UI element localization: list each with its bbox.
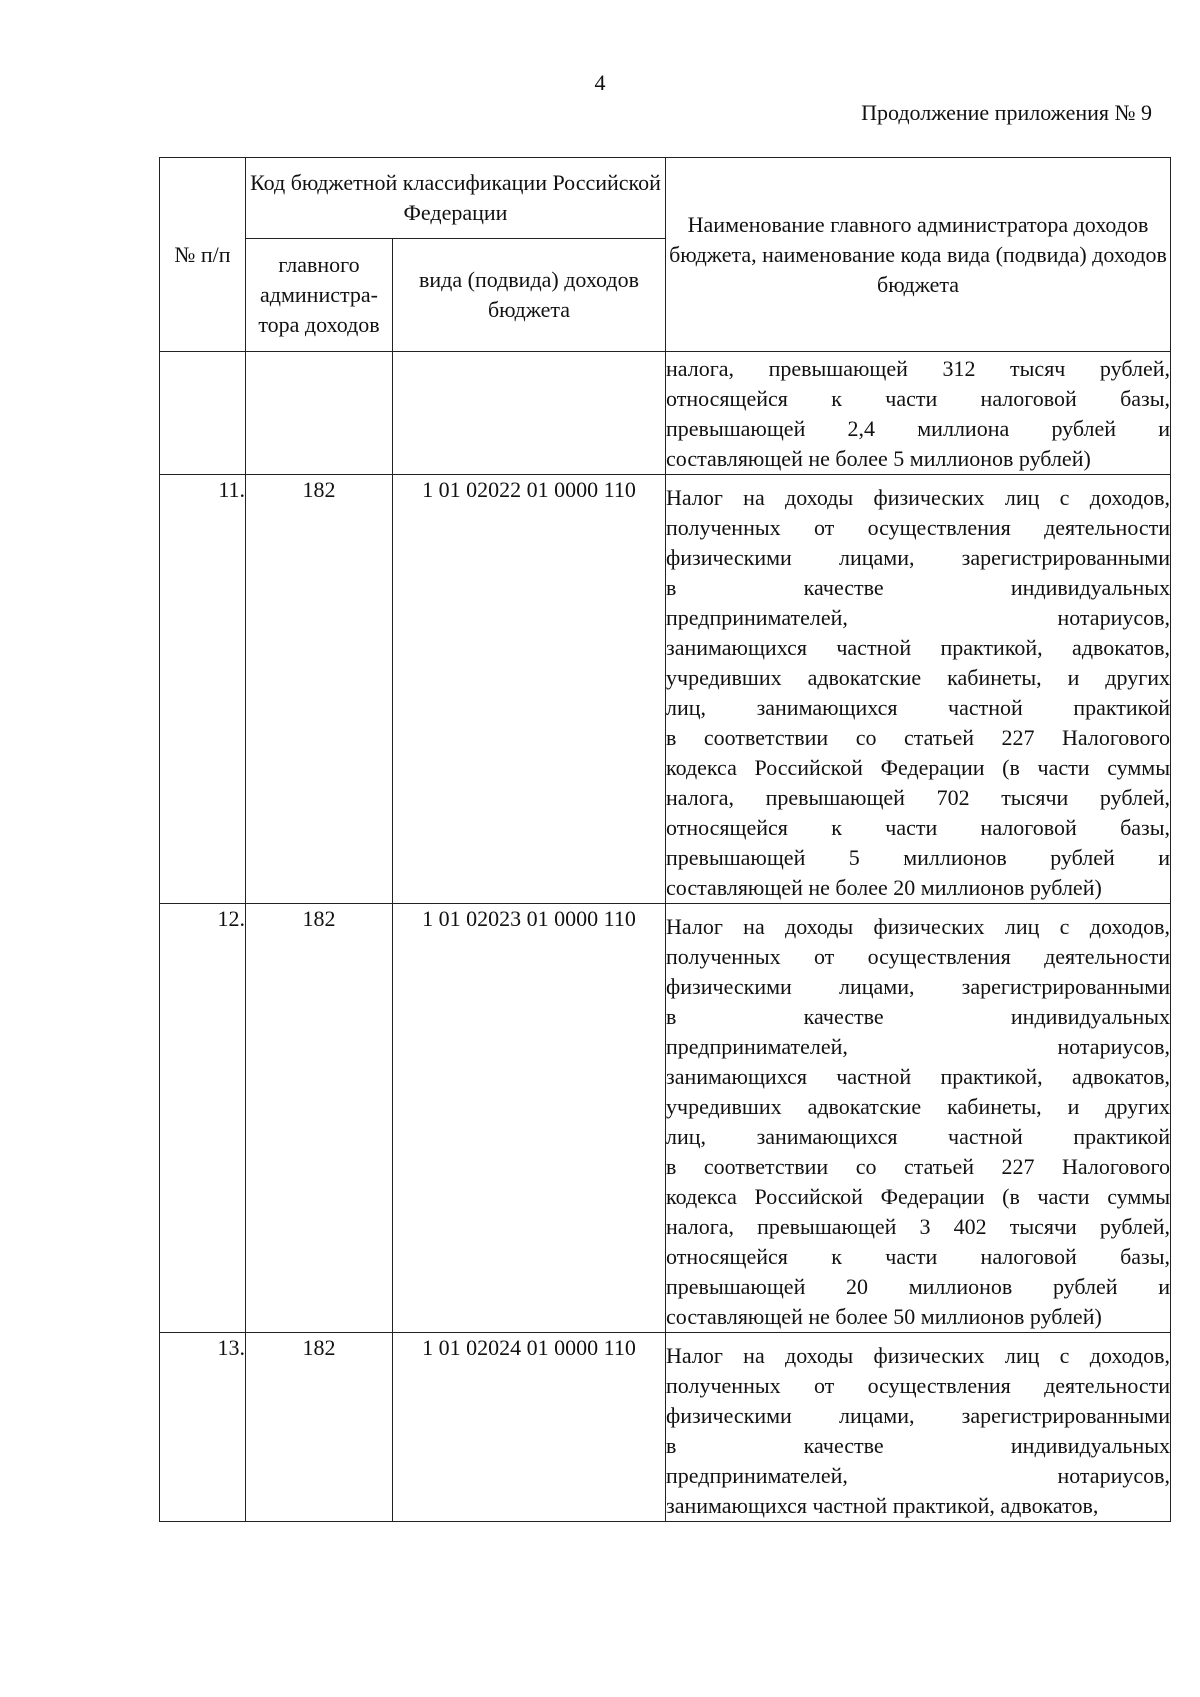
row-name-line: составляющей не более 20 миллионов рублей) (666, 875, 1102, 900)
table-row (160, 352, 1171, 475)
row-name-line: лиц, занимающихся частной практикой (666, 695, 1171, 720)
row-name-line: относящейся к части налоговой базы, (666, 386, 1171, 411)
row-name-line: превышающей 5 миллионов рублей и (666, 845, 1171, 870)
row-name-line: предпринимателей, нотариусов, (666, 1034, 1171, 1059)
row-name (666, 904, 1171, 1333)
row-name-line: в качестве индивидуальных (666, 575, 1171, 600)
row-number: 13. (160, 1333, 246, 1522)
row-name-line: учредивших адвокатские кабинеты, и других (666, 1094, 1171, 1119)
row-name-line: Налог на доходы физических лиц с доходов, (666, 914, 1171, 939)
row-name-line: Налог на доходы физических лиц с доходов, (666, 485, 1171, 510)
row-name-line: занимающихся частной практикой, адвокатов, (666, 1493, 1099, 1518)
header-admin: главного администра-тора доходов (246, 239, 393, 352)
row-name (666, 1333, 1171, 1522)
row-name-line: в качестве индивидуальных (666, 1004, 1171, 1029)
row-name-line: учредивших адвокатские кабинеты, и других (666, 665, 1171, 690)
row-admin-code (246, 352, 393, 475)
row-name-line: в соответствии со статьей 227 Налогового (666, 1154, 1171, 1179)
header-name: Наименование главного администратора доходов бюджета, наименование кода вида (подвида) доходов бюджета (666, 158, 1171, 352)
row-name-line: относящейся к части налоговой базы, (666, 815, 1171, 840)
row-admin-code: 182 (246, 475, 393, 904)
row-name-line: предпринимателей, нотариусов, (666, 605, 1171, 630)
row-name-line: Налог на доходы физических лиц с доходов, (666, 1343, 1171, 1368)
continuation-note: Продолжение приложения № 9 (861, 100, 1152, 125)
row-admin-code: 182 (246, 904, 393, 1333)
row-name-line: налога, превышающей 3 402 тысячи рублей, (666, 1214, 1171, 1239)
row-name-line: относящейся к части налоговой базы, (666, 1244, 1171, 1269)
table-row (160, 904, 1171, 1333)
row-income-code: 1 01 02024 01 0000 110 (393, 1333, 666, 1522)
row-name-line: полученных от осуществления деятельности (666, 1373, 1171, 1398)
row-name-line: в качестве индивидуальных (666, 1433, 1171, 1458)
row-name-line: занимающихся частной практикой, адвокатов, (666, 635, 1171, 660)
row-number (160, 352, 246, 475)
table-row (160, 475, 1171, 904)
row-name-line: занимающихся частной практикой, адвокатов, (666, 1064, 1171, 1089)
row-name-line: полученных от осуществления деятельности (666, 944, 1171, 969)
row-name-line: превышающей 2,4 миллиона рублей и (666, 416, 1171, 441)
row-name-line: превышающей 20 миллионов рублей и (666, 1274, 1171, 1299)
row-name-line: составляющей не более 50 миллионов рублей) (666, 1304, 1102, 1329)
table-row (160, 1333, 1171, 1522)
row-income-code: 1 01 02022 01 0000 110 (393, 475, 666, 904)
row-name-line: составляющей не более 5 миллионов рублей) (666, 446, 1091, 471)
row-name-line: предпринимателей, нотариусов, (666, 1463, 1171, 1488)
row-admin-code: 182 (246, 1333, 393, 1522)
row-name-line: физическими лицами, зарегистрированными (666, 1403, 1171, 1428)
row-name-line: физическими лицами, зарегистрированными (666, 974, 1171, 999)
row-name-line: налога, превышающей 312 тысяч рублей, (666, 356, 1171, 381)
row-name-line: кодекса Российской Федерации (в части суммы (666, 755, 1171, 780)
row-name-line: физическими лицами, зарегистрированными (666, 545, 1171, 570)
row-name-line: лиц, занимающихся частной практикой (666, 1124, 1171, 1149)
table-body (160, 352, 1171, 1522)
row-name-line: полученных от осуществления деятельности (666, 515, 1171, 540)
header-type: вида (подвида) доходов бюджета (393, 239, 666, 352)
row-number: 11. (160, 475, 246, 904)
row-name-line: кодекса Российской Федерации (в части суммы (666, 1184, 1171, 1209)
row-number: 12. (160, 904, 246, 1333)
header-code-group: Код бюджетной классификации Российской Федерации (246, 158, 666, 239)
row-income-code: 1 01 02023 01 0000 110 (393, 904, 666, 1333)
page-number: 4 (594, 70, 606, 95)
row-name-line: налога, превышающей 702 тысячи рублей, (666, 785, 1171, 810)
budget-classification-table (159, 157, 1171, 1522)
row-name (666, 352, 1171, 475)
header-num: № п/п (160, 158, 246, 352)
row-income-code (393, 352, 666, 475)
row-name-line: в соответствии со статьей 227 Налогового (666, 725, 1171, 750)
table-header (160, 158, 1171, 352)
row-name (666, 475, 1171, 904)
